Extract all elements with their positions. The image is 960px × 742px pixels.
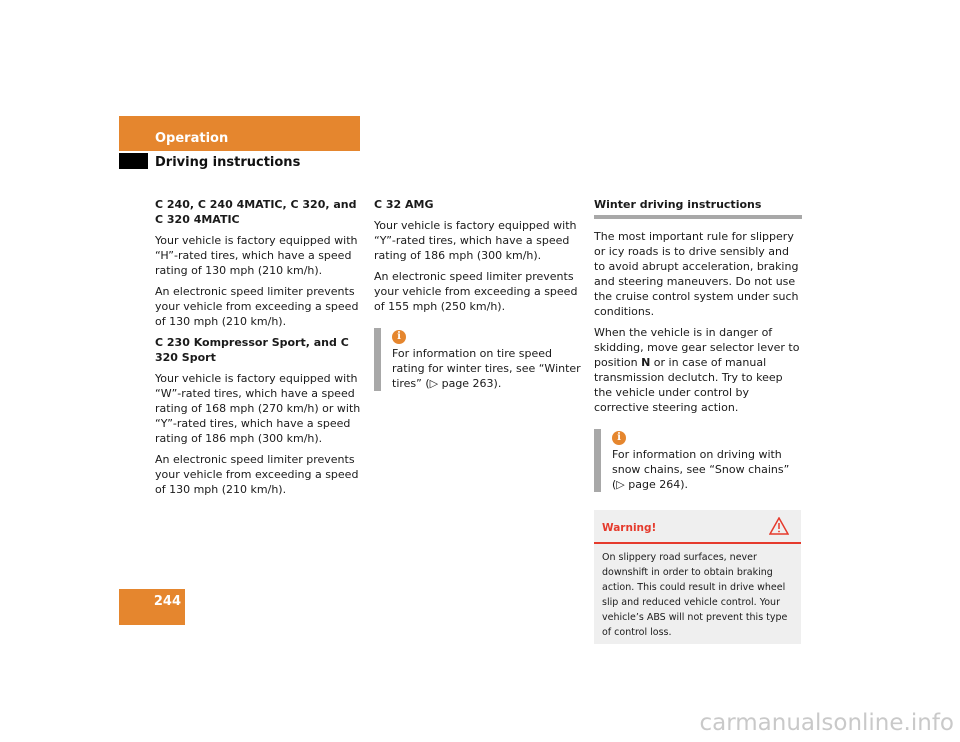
gear-position-label: N bbox=[641, 356, 651, 369]
model-heading-c230: C 230 Kompressor Sport, and C 320 Sport bbox=[155, 336, 349, 364]
info-icon: i bbox=[612, 431, 626, 445]
model-heading-c32amg: C 32 AMG bbox=[374, 198, 434, 211]
info-bar bbox=[374, 328, 381, 391]
warning-text: On slippery road surfaces, never downshift in order to obtain braking action. This could result in drive wheel slip and reduced vehicle control. Your vehicle’s ABS will not prevent this type of control loss. bbox=[602, 552, 788, 638]
paragraph bbox=[594, 325, 802, 415]
column-left bbox=[155, 197, 363, 503]
info-text: For information on driving with snow chains, see “Snow chains” (▷ page 264). bbox=[612, 448, 790, 491]
winter-driving-heading: Winter driving instructions bbox=[594, 197, 802, 219]
paragraph: The most important rule for slippery or icy roads is to drive sensibly and to avoid abrupt acceleration, braking and steering maneuvers. Do not use the cruise control system under such conditions. bbox=[594, 230, 799, 318]
text-fragment: When the vehicle is in danger of skidding, move gear selector lever to position bbox=[594, 326, 800, 369]
paragraph: An electronic speed limiter prevents your vehicle from exceeding a speed of 130 mph (210 km/h). bbox=[155, 285, 359, 328]
model-heading-c240: C 240, C 240 4MATIC, C 320, and C 320 4MATIC bbox=[155, 198, 357, 226]
column-middle bbox=[374, 197, 582, 391]
info-text: For information on tire speed rating for winter tires, see “Winter tires” (▷ page 263). bbox=[392, 347, 581, 390]
paragraph: Your vehicle is factory equipped with “H”-rated tires, which have a speed rating of 130 mph (210 km/h). bbox=[155, 234, 358, 277]
warning-triangle-icon bbox=[769, 517, 789, 535]
info-note-snow-chains bbox=[594, 429, 802, 492]
paragraph: Your vehicle is factory equipped with “W”-rated tires, which have a speed rating of 168 mph (270 km/h) or with “Y”-rated tires, which have a speed rating of 186 mph (300 km/h). bbox=[155, 372, 361, 445]
column-right bbox=[594, 197, 802, 644]
info-bar bbox=[594, 429, 601, 492]
watermark: carmanualsonline.info bbox=[699, 710, 954, 736]
paragraph: An electronic speed limiter prevents your vehicle from exceeding a speed of 130 mph (210 km/h). bbox=[155, 453, 359, 496]
page-number: 244 bbox=[153, 594, 181, 609]
text-fragment: or in case of manual transmission declutch. Try to keep the vehicle under control by corrective steering action. bbox=[594, 356, 783, 414]
subsection-title: Driving instructions bbox=[155, 155, 301, 170]
info-icon: i bbox=[392, 330, 406, 344]
page-number-box bbox=[119, 589, 185, 625]
paragraph: Your vehicle is factory equipped with “Y”-rated tires, which have a speed rating of 186 mph (300 km/h). bbox=[374, 219, 577, 262]
warning-box bbox=[594, 510, 801, 644]
section-title: Operation bbox=[155, 131, 229, 146]
subsection-marker bbox=[119, 153, 148, 169]
paragraph: An electronic speed limiter prevents your vehicle from exceeding a speed of 155 mph (250 km/h). bbox=[374, 270, 578, 313]
warning-header bbox=[594, 510, 801, 544]
warning-title: Warning! bbox=[602, 522, 657, 534]
info-note-winter-tires bbox=[374, 328, 582, 391]
